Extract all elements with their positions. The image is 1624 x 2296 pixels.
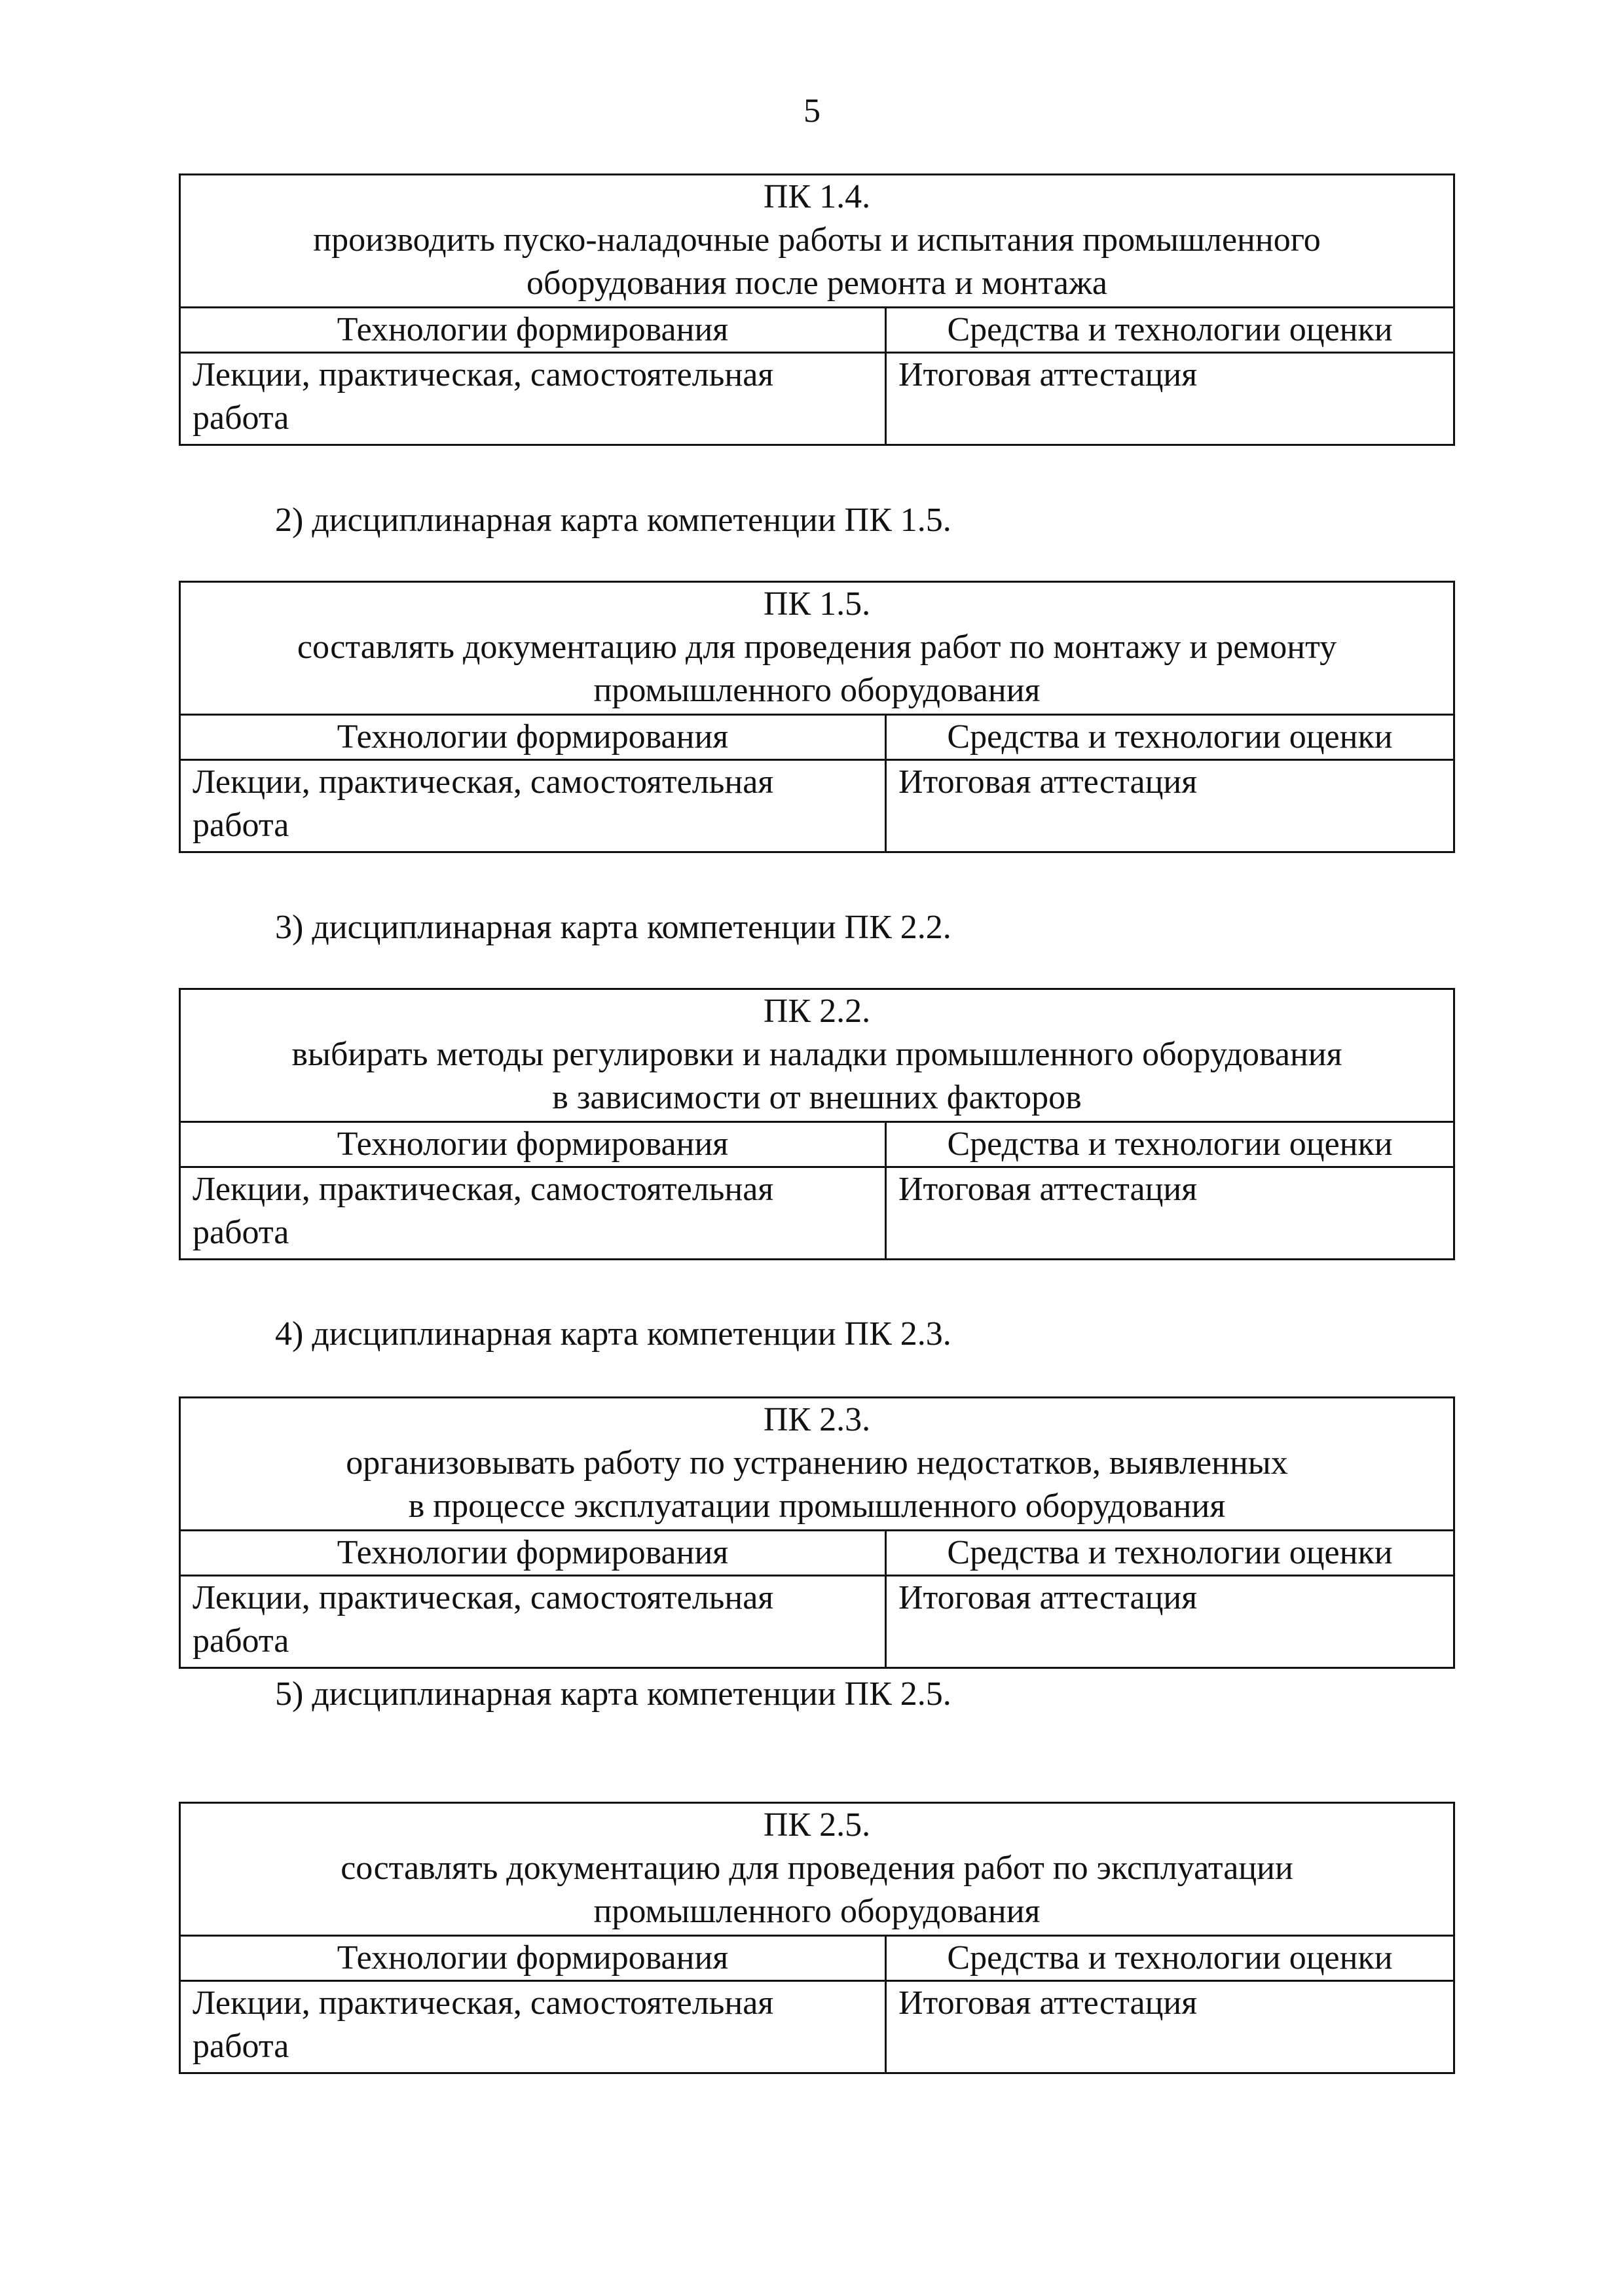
- card-header: [180, 1398, 1454, 1531]
- card-code: ПК 2.5.: [763, 1806, 871, 1844]
- card-header: [180, 582, 1454, 715]
- formation-technologies-cell: Лекции, практическая, самостоятельная работа: [180, 1576, 886, 1668]
- column-header-assessment: Средства и технологии оценки: [886, 1936, 1454, 1981]
- competence-card: [179, 1802, 1455, 2074]
- card-header: [180, 1803, 1454, 1936]
- competence-card: [179, 988, 1455, 1260]
- card-description-line: оборудования после ремонта и монтажа: [526, 264, 1107, 302]
- card-description-line: выбирать методы регулировки и наладки промышленного оборудования: [291, 1036, 1342, 1073]
- card-caption: 2) дисциплинарная карта компетенции ПК 1.5.: [275, 501, 951, 539]
- card-description-line: в процессе эксплуатации промышленного оборудования: [408, 1487, 1226, 1525]
- formation-technologies-cell: Лекции, практическая, самостоятельная работа: [180, 760, 886, 852]
- column-header-formation: Технологии формирования: [180, 1122, 886, 1167]
- column-header-assessment: Средства и технологии оценки: [886, 1122, 1454, 1167]
- card-description-line: составлять документацию для проведения работ по монтажу и ремонту: [297, 629, 1337, 666]
- card-description-line: организовывать работу по устранению недостатков, выявленных: [346, 1444, 1288, 1482]
- card-description-line: производить пуско-наладочные работы и испытания промышленного: [313, 221, 1321, 259]
- formation-technologies-cell: Лекции, практическая, самостоятельная работа: [180, 1167, 886, 1260]
- column-header-assessment: Средства и технологии оценки: [886, 715, 1454, 760]
- card-header: [180, 989, 1454, 1122]
- card-description-line: промышленного оборудования: [593, 1893, 1041, 1930]
- column-header-assessment: Средства и технологии оценки: [886, 1531, 1454, 1576]
- card-caption: 4) дисциплинарная карта компетенции ПК 2.3.: [275, 1315, 951, 1353]
- card-code: ПК 1.5.: [763, 585, 871, 623]
- assessment-cell: Итоговая аттестация: [886, 353, 1454, 445]
- assessment-cell: Итоговая аттестация: [886, 1576, 1454, 1668]
- card-description-line: промышленного оборудования: [593, 672, 1041, 709]
- formation-technologies-cell: Лекции, практическая, самостоятельная работа: [180, 353, 886, 445]
- column-header-formation: Технологии формирования: [180, 308, 886, 353]
- column-header-formation: Технологии формирования: [180, 1936, 886, 1981]
- card-description-line: составлять документацию для проведения работ по эксплуатации: [341, 1850, 1293, 1887]
- column-header-formation: Технологии формирования: [180, 715, 886, 760]
- competence-card: [179, 1396, 1455, 1669]
- competence-card: [179, 581, 1455, 853]
- card-header: [180, 175, 1454, 308]
- card-description-line: в зависимости от внешних факторов: [552, 1079, 1082, 1116]
- card-code: ПК 2.2.: [763, 993, 871, 1030]
- formation-technologies-cell: Лекции, практическая, самостоятельная работа: [180, 1981, 886, 2073]
- assessment-cell: Итоговая аттестация: [886, 1167, 1454, 1260]
- column-header-assessment: Средства и технологии оценки: [886, 308, 1454, 353]
- competence-card: [179, 173, 1455, 446]
- column-header-formation: Технологии формирования: [180, 1531, 886, 1576]
- card-code: ПК 2.3.: [763, 1401, 871, 1438]
- assessment-cell: Итоговая аттестация: [886, 760, 1454, 852]
- page-number: 5: [803, 92, 821, 130]
- card-caption: 5) дисциплинарная карта компетенции ПК 2.5.: [275, 1675, 951, 1713]
- assessment-cell: Итоговая аттестация: [886, 1981, 1454, 2073]
- card-caption: 3) дисциплинарная карта компетенции ПК 2.2.: [275, 909, 951, 946]
- card-code: ПК 1.4.: [763, 178, 871, 215]
